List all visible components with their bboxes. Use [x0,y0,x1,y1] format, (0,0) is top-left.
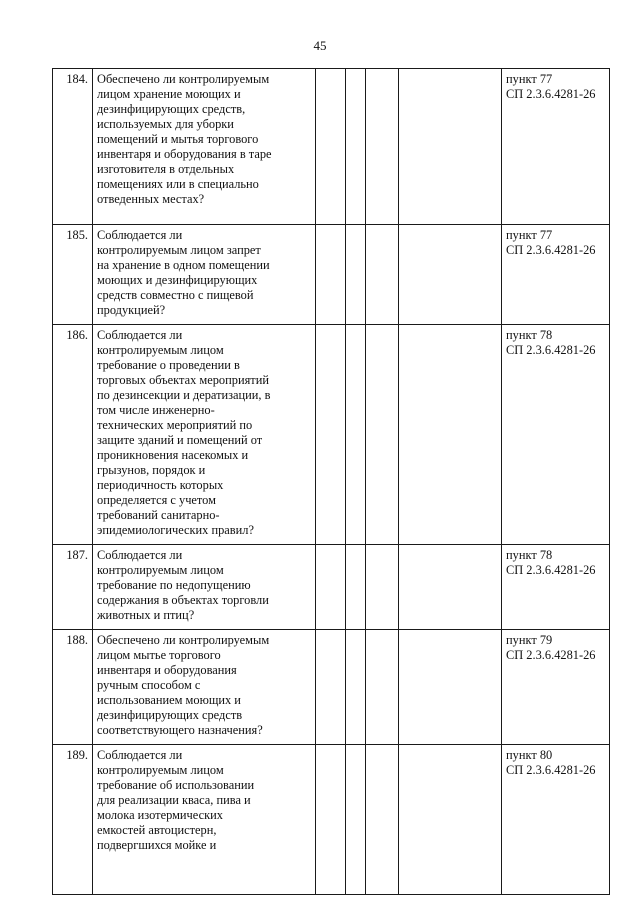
question-line: Соблюдается ли [97,548,183,562]
question-line: лицом мытье торгового [97,648,221,662]
table-row [53,745,610,895]
question-line: содержания в объектах торговли [97,593,269,607]
answer-cell-na[interactable] [366,745,399,895]
question-line: отведенных местах? [97,192,205,206]
question-line: контролируемым лицом [97,563,224,577]
question-line: для реализации кваса, пива и [97,793,251,807]
question-line: контролируемым лицом [97,763,224,777]
question-line: требование об использовании [97,778,255,792]
answer-cell-no[interactable] [346,630,366,745]
reference-cell [502,545,610,630]
question-line: изготовителя в отдельных [97,162,235,176]
answer-cell-no[interactable] [346,69,366,225]
question-line: на хранение в одном помещении [97,258,270,272]
question-line: контролируемым лицом [97,343,224,357]
question-line: инвентаря и оборудования в таре [97,147,272,161]
row-number: 187. [53,545,93,630]
answer-cell-yes[interactable] [316,545,346,630]
row-number: 188. [53,630,93,745]
question-line: используемых для уборки [97,117,234,131]
question-cell [93,545,316,630]
question-line: Обеспечено ли контролируемым [97,633,270,647]
table-row [53,630,610,745]
question-line: том числе инженерно- [97,403,215,417]
page-number: 45 [313,38,327,53]
reference-cell [502,325,610,545]
question-cell [93,630,316,745]
question-line: инвентаря и оборудования [97,663,237,677]
question-line: Соблюдается ли [97,228,183,242]
comment-cell[interactable] [399,325,502,545]
reference-cell [502,69,610,225]
reference-cell [502,630,610,745]
answer-cell-yes[interactable] [316,225,346,325]
question-line: животных и птиц? [97,608,195,622]
question-line: грызунов, порядок и [97,463,206,477]
reference-line: пункт 80 [506,748,553,762]
comment-cell[interactable] [399,225,502,325]
comment-cell[interactable] [399,745,502,895]
question-line: продукцией? [97,303,166,317]
question-line: моющих и дезинфицирующих [97,273,258,287]
comment-cell[interactable] [399,69,502,225]
question-line: Соблюдается ли [97,328,183,342]
question-line: торговых объектах мероприятий [97,373,269,387]
answer-cell-no[interactable] [346,545,366,630]
question-line: Обеспечено ли контролируемым [97,72,270,86]
answer-cell-na[interactable] [366,630,399,745]
reference-line: пункт 79 [506,633,553,647]
question-cell [93,225,316,325]
answer-cell-yes[interactable] [316,630,346,745]
answer-cell-no[interactable] [346,325,366,545]
checklist-table [52,68,610,895]
reference-line: пункт 77 [506,228,553,242]
question-cell [93,325,316,545]
question-line: средств совместно с пищевой [97,288,254,302]
reference-line: СП 2.3.6.4281-26 [506,763,596,777]
question-line: дезинфицирующих средств, [97,102,246,116]
question-line: контролируемым лицом запрет [97,243,261,257]
question-line: помещениях или в специально [97,177,259,191]
reference-line: СП 2.3.6.4281-26 [506,87,596,101]
question-line: проникновения насекомых и [97,448,249,462]
answer-cell-na[interactable] [366,325,399,545]
reference-cell [502,745,610,895]
reference-line: СП 2.3.6.4281-26 [506,563,596,577]
comment-cell[interactable] [399,630,502,745]
answer-cell-no[interactable] [346,745,366,895]
reference-line: пункт 78 [506,328,553,342]
answer-cell-yes[interactable] [316,745,346,895]
reference-line: пункт 78 [506,548,553,562]
question-line: дезинфицирующих средств [97,708,243,722]
table-row [53,325,610,545]
question-line: молока изотермических [97,808,223,822]
reference-line: пункт 77 [506,72,553,86]
question-line: технических мероприятий по [97,418,253,432]
answer-cell-na[interactable] [366,545,399,630]
question-line: эпидемиологических правил? [97,523,254,537]
answer-cell-na[interactable] [366,69,399,225]
question-line: периодичность которых [97,478,224,492]
row-number: 184. [53,69,93,225]
question-line: определяется с учетом [97,493,216,507]
table-row [53,225,610,325]
question-line: требование по недопущению [97,578,251,592]
row-number: 185. [53,225,93,325]
question-line: емкостей автоцистерн, [97,823,217,837]
table-row [53,545,610,630]
question-line: защите зданий и помещений от [97,433,263,447]
answer-cell-yes[interactable] [316,69,346,225]
question-line: лицом хранение моющих и [97,87,241,101]
question-line: требование о проведении в [97,358,240,372]
question-line: Соблюдается ли [97,748,183,762]
question-line: ручным способом с [97,678,201,692]
question-cell [93,69,316,225]
reference-line: СП 2.3.6.4281-26 [506,243,596,257]
answer-cell-na[interactable] [366,225,399,325]
answer-cell-no[interactable] [346,225,366,325]
question-line: требований санитарно- [97,508,220,522]
question-line: помещений и мытья торгового [97,132,259,146]
row-number: 189. [53,745,93,895]
reference-line: СП 2.3.6.4281-26 [506,343,596,357]
reference-cell [502,225,610,325]
answer-cell-yes[interactable] [316,325,346,545]
table-row [53,69,610,225]
reference-line: СП 2.3.6.4281-26 [506,648,596,662]
question-line: по дезинсекции и дератизации, в [97,388,271,402]
comment-cell[interactable] [399,545,502,630]
row-number: 186. [53,325,93,545]
question-line: использованием моющих и [97,693,241,707]
question-line: соответствующего назначения? [97,723,263,737]
question-cell [93,745,316,895]
question-line: подвергшихся мойке и [97,838,217,852]
